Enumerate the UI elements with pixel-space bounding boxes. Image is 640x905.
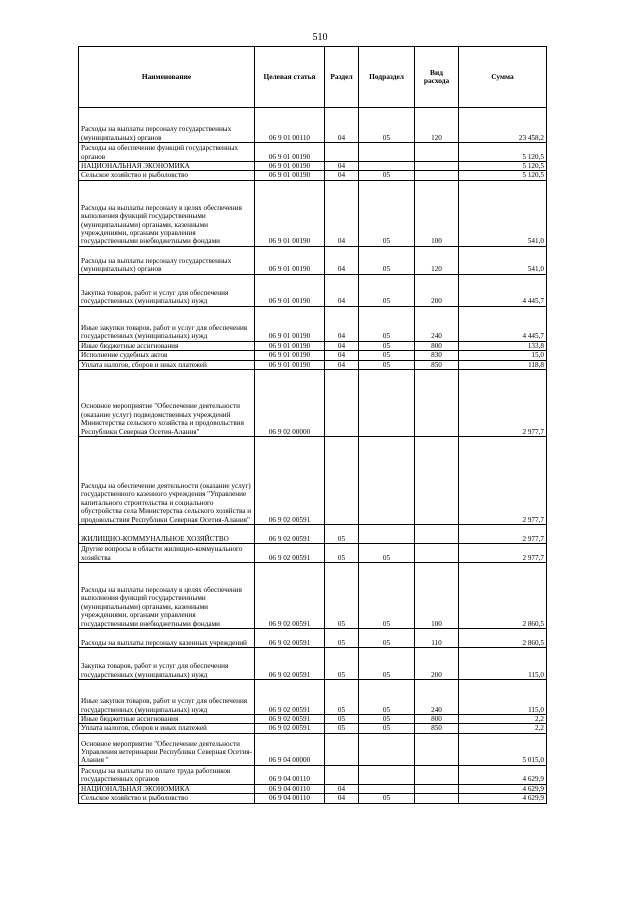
table-row: [79, 629, 547, 648]
row-name: Закупка товаров, работ и услуг для обеспечения государственных (муниципальных) нужд: [79, 274, 255, 306]
row-name: Иные закупки товаров, работ и услуг для обеспечения государственных (муниципальных) нужд: [79, 306, 255, 341]
row-target: 06 9 01 00110: [255, 108, 325, 143]
row-name: Расходы на выплаты персоналу государственных (муниципальных) органов: [79, 246, 255, 274]
row-name: Расходы на обеспечение функций государственных органов: [79, 143, 255, 162]
row-target: 06 9 01 00190: [255, 306, 325, 341]
row-subsection: 05: [359, 563, 415, 629]
row-section: 05: [325, 629, 359, 648]
row-subsection: [359, 765, 415, 784]
row-target: 06 9 01 00190: [255, 341, 325, 350]
row-section: [325, 733, 359, 765]
row-subsection: [359, 525, 415, 544]
row-amount: 541,0: [459, 246, 547, 274]
row-subsection: 05: [359, 274, 415, 306]
table-header: [79, 47, 547, 108]
row-amount: 23 458,2: [459, 108, 547, 143]
row-section: 05: [325, 525, 359, 544]
table-row: [79, 360, 547, 369]
row-target: 06 9 02 00591: [255, 629, 325, 648]
row-name: Другие вопросы в области жилищно-коммунального хозяйства: [79, 544, 255, 563]
row-subsection: 05: [359, 544, 415, 563]
row-section: 05: [325, 544, 359, 563]
row-name: Основное мероприятие "Обеспечение деятельности Управления ветеринарии Республики Северная Осетия-Алания ": [79, 733, 255, 765]
row-subsection: [359, 733, 415, 765]
table-body: [79, 108, 547, 804]
row-target: 06 9 01 00190: [255, 143, 325, 162]
row-section: 04: [325, 246, 359, 274]
header-name: Наименование: [79, 47, 255, 108]
row-target: 06 9 01 00190: [255, 171, 325, 180]
row-name: Сельское хозяйство и рыболовство: [79, 171, 255, 180]
row-subsection: [359, 162, 415, 171]
row-target: 06 9 04 00110: [255, 794, 325, 803]
row-target: 06 9 01 00190: [255, 351, 325, 360]
row-subsection: 05: [359, 629, 415, 648]
row-subsection: [359, 370, 415, 437]
row-subsection: 05: [359, 171, 415, 180]
row-section: 04: [325, 351, 359, 360]
row-expense-type: 110: [415, 629, 459, 648]
row-expense-type: 120: [415, 246, 459, 274]
row-section: 04: [325, 306, 359, 341]
row-expense-type: 200: [415, 648, 459, 680]
row-amount: 2,2: [459, 724, 547, 733]
table-row: [79, 246, 547, 274]
row-amount: 5 120,5: [459, 171, 547, 180]
row-subsection: 05: [359, 351, 415, 360]
row-subsection: 05: [359, 680, 415, 715]
row-target: 06 9 01 00190: [255, 360, 325, 369]
row-expense-type: [415, 370, 459, 437]
row-expense-type: 100: [415, 180, 459, 246]
row-expense-type: [415, 171, 459, 180]
table-row: [79, 563, 547, 629]
row-target: 06 9 01 00190: [255, 274, 325, 306]
table-row: [79, 724, 547, 733]
row-target: 06 9 02 00000: [255, 370, 325, 437]
row-target: 06 9 02 00591: [255, 437, 325, 525]
header-section: Раздел: [325, 47, 359, 108]
row-subsection: 05: [359, 341, 415, 350]
header-amount: Сумма: [459, 47, 547, 108]
row-amount: 5 120,5: [459, 143, 547, 162]
table-row: [79, 715, 547, 724]
table-row: [79, 733, 547, 765]
table-row: [79, 351, 547, 360]
row-expense-type: 240: [415, 680, 459, 715]
row-amount: 2 977,7: [459, 437, 547, 525]
row-expense-type: 850: [415, 724, 459, 733]
row-name: Расходы на выплаты персоналу казенных учреждений: [79, 629, 255, 648]
table-row: [79, 784, 547, 793]
row-section: [325, 370, 359, 437]
header-target: Целевая статья: [255, 47, 325, 108]
row-expense-type: [415, 794, 459, 803]
row-subsection: 05: [359, 360, 415, 369]
row-section: 04: [325, 341, 359, 350]
row-expense-type: 800: [415, 715, 459, 724]
budget-table: [78, 46, 547, 804]
row-expense-type: [415, 437, 459, 525]
row-subsection: 05: [359, 724, 415, 733]
row-expense-type: [415, 525, 459, 544]
row-subsection: [359, 784, 415, 793]
row-section: 04: [325, 784, 359, 793]
row-target: 06 9 04 00110: [255, 765, 325, 784]
row-expense-type: 100: [415, 563, 459, 629]
row-section: [325, 765, 359, 784]
table-row: [79, 525, 547, 544]
row-name: Закупка товаров, работ и услуг для обеспечения государственных (муниципальных) нужд: [79, 648, 255, 680]
row-name: Иные бюджетные ассигнования: [79, 715, 255, 724]
row-name: Сельское хозяйство и рыболовство: [79, 794, 255, 803]
row-amount: 4 629,9: [459, 784, 547, 793]
row-section: 04: [325, 180, 359, 246]
row-subsection: 05: [359, 715, 415, 724]
row-name: ЖИЛИЩНО-КОММУНАЛЬНОЕ ХОЗЯЙСТВО: [79, 525, 255, 544]
row-amount: 2 860,5: [459, 629, 547, 648]
row-amount: 115,0: [459, 680, 547, 715]
row-subsection: 05: [359, 246, 415, 274]
table-row: [79, 341, 547, 350]
table-row: [79, 180, 547, 246]
row-section: 04: [325, 794, 359, 803]
row-expense-type: [415, 733, 459, 765]
table-row: [79, 274, 547, 306]
row-amount: 2 977,7: [459, 370, 547, 437]
row-target: 06 9 01 00190: [255, 162, 325, 171]
row-expense-type: 240: [415, 306, 459, 341]
row-section: 04: [325, 171, 359, 180]
row-subsection: [359, 437, 415, 525]
row-name: Уплата налогов, сборов и иных платежей: [79, 724, 255, 733]
row-section: 05: [325, 724, 359, 733]
table-row: [79, 437, 547, 525]
row-expense-type: 120: [415, 108, 459, 143]
row-name: Основное мероприятие "Обеспечение деятельности (оказание услуг) подведомственных учреждений Министерства сельского хозяйства и продовольствия Республики Северная Осетия-Алания": [79, 370, 255, 437]
row-expense-type: 200: [415, 274, 459, 306]
row-section: 05: [325, 715, 359, 724]
row-name: Иные бюджетные ассигнования: [79, 341, 255, 350]
row-section: [325, 143, 359, 162]
row-section: [325, 437, 359, 525]
row-name: Уплата налогов, сборов и иных платежей: [79, 360, 255, 369]
row-subsection: [359, 143, 415, 162]
row-amount: 2 977,7: [459, 544, 547, 563]
table-row: [79, 108, 547, 143]
row-target: 06 9 02 00591: [255, 563, 325, 629]
table-row: [79, 765, 547, 784]
row-amount: 541,0: [459, 180, 547, 246]
row-subsection: 05: [359, 306, 415, 341]
row-target: 06 9 04 00000: [255, 733, 325, 765]
row-name: Исполнение судебных актов: [79, 351, 255, 360]
row-expense-type: [415, 765, 459, 784]
row-expense-type: 830: [415, 351, 459, 360]
row-amount: 133,8: [459, 341, 547, 350]
row-name: Иные закупки товаров, работ и услуг для обеспечения государственных (муниципальных) нужд: [79, 680, 255, 715]
row-section: 05: [325, 680, 359, 715]
row-section: 04: [325, 274, 359, 306]
table-row: [79, 306, 547, 341]
row-subsection: 05: [359, 108, 415, 143]
row-expense-type: 850: [415, 360, 459, 369]
table-row: [79, 143, 547, 162]
row-amount: 4 629,9: [459, 794, 547, 803]
row-name: Расходы на выплаты персоналу в целях обеспечения выполнения функций государственными (муниципальными) органами, казенными учреждениями, органами управления государственными внебюджетными фондами: [79, 180, 255, 246]
row-section: 05: [325, 648, 359, 680]
header-expense-type: Вид расхода: [415, 47, 459, 108]
row-target: 06 9 02 00591: [255, 715, 325, 724]
row-name: Расходы на выплаты по оплате труда работников государственных органов: [79, 765, 255, 784]
row-section: 04: [325, 108, 359, 143]
row-name: Расходы на выплаты персоналу государственных (муниципальных) органов: [79, 108, 255, 143]
row-name: Расходы на выплаты персоналу в целях обеспечения выполнения функций государственными (муниципальными) органами, казенными учреждениями, органами управления государственными внебюджетными фондами: [79, 563, 255, 629]
row-expense-type: [415, 162, 459, 171]
row-name: НАЦИОНАЛЬНАЯ ЭКОНОМИКА: [79, 162, 255, 171]
row-amount: 2 977,7: [459, 525, 547, 544]
row-name: Расходы на обеспечение деятельности (оказание услуг) государственного казенного учреждения "Управление капитального строительства и социального обустройства села Министерства сельского хозяйства и продовольствия Республики Северная Осетия-Алания": [79, 437, 255, 525]
row-subsection: 05: [359, 648, 415, 680]
row-amount: 5 120,5: [459, 162, 547, 171]
table-row: [79, 794, 547, 803]
page-number: 510: [312, 32, 328, 43]
row-target: 06 9 04 00110: [255, 784, 325, 793]
table-row: [79, 680, 547, 715]
row-subsection: 05: [359, 794, 415, 803]
table-row: [79, 171, 547, 180]
header-subsection: Подраздел: [359, 47, 415, 108]
row-amount: 2,2: [459, 715, 547, 724]
table-row: [79, 370, 547, 437]
row-subsection: 05: [359, 180, 415, 246]
row-target: 06 9 02 00591: [255, 525, 325, 544]
row-target: 06 9 02 00591: [255, 724, 325, 733]
table-row: [79, 648, 547, 680]
row-section: 04: [325, 162, 359, 171]
row-expense-type: [415, 544, 459, 563]
row-amount: 4 629,9: [459, 765, 547, 784]
row-target: 06 9 02 00591: [255, 680, 325, 715]
row-target: 06 9 02 00591: [255, 648, 325, 680]
row-target: 06 9 02 00591: [255, 544, 325, 563]
row-amount: 118,8: [459, 360, 547, 369]
row-amount: 15,0: [459, 351, 547, 360]
row-expense-type: 800: [415, 341, 459, 350]
row-name: НАЦИОНАЛЬНАЯ ЭКОНОМИКА: [79, 784, 255, 793]
row-expense-type: [415, 143, 459, 162]
row-expense-type: [415, 784, 459, 793]
row-section: 04: [325, 360, 359, 369]
row-amount: 2 860,5: [459, 563, 547, 629]
row-section: 05: [325, 563, 359, 629]
row-amount: 4 445,7: [459, 306, 547, 341]
table-row: [79, 544, 547, 563]
row-amount: 4 445,7: [459, 274, 547, 306]
row-target: 06 9 01 00190: [255, 246, 325, 274]
row-target: 06 9 01 00190: [255, 180, 325, 246]
row-amount: 115,0: [459, 648, 547, 680]
row-amount: 5 015,0: [459, 733, 547, 765]
table-row: [79, 162, 547, 171]
